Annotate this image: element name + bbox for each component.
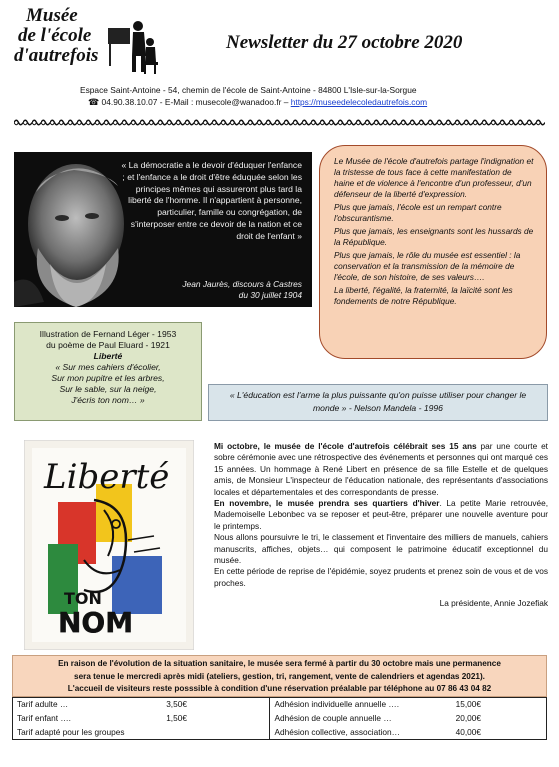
article-p1-rest: par une courte et sobre cérémonie avec une rétrospective des événements et personnes qui ont marqué ces 15 années. Un hommage à René Libert en présence de sa fille Estelle et de quelques amis, de Monsieur L'inspecteur de l'éducation nationale, des représentants d'associations locales et départementales et des correspondants de presse.: [214, 441, 548, 497]
adhesion-label: Adhésion collective, association…: [270, 726, 452, 740]
statement-paragraph-1: Le Musée de l'école d'autrefois partage l'indignation et la tristesse de tous face à cette manifestation de haine et de violence à l'encontre d'un professeur, d'un défenseur de la liberté d'expression.: [334, 156, 534, 199]
leger-caption-box: [14, 322, 202, 421]
tarif-price: [162, 726, 270, 740]
poster-word-liberte: Liberté: [44, 457, 170, 497]
decorative-border-divider: [14, 118, 545, 127]
article-p1-bold: Mi octobre, le musée de l'école d'autrefois célébrait ses 15 ans: [214, 441, 477, 451]
poster-word-nom: NOM: [58, 606, 134, 639]
email-text: E-Mail : musecole@wanadoo.fr –: [164, 97, 291, 107]
poem-line-4: J'écris ton nom… »: [71, 395, 145, 405]
newsletter-title: Newsletter du 27 octobre 2020: [226, 32, 463, 53]
jaures-quote-author: [142, 279, 302, 301]
article-paragraph-2: [214, 498, 548, 532]
notice-line-3: L'accueil de visiteurs reste posssible à condition d'une réservation préalable par téléphone au 07 86 43 04 82: [67, 684, 492, 694]
article-signature: La présidente, Annie Jozefiak: [439, 598, 548, 609]
statement-paragraph-5: La liberté, l'égalité, la fraternité, la laïcité sont les fondements de notre République.: [334, 285, 513, 306]
website-link[interactable]: https://museedelecoledautrefois.com: [290, 97, 428, 107]
contact-line: ☎ 04.90.38.10.07 - E-Mail : musecole@wanadoo.fr – https://museedelecoledautrefois.com: [88, 97, 428, 107]
logo-text: [14, 6, 98, 66]
leger-caption-line-1: Illustration de Fernand Léger - 1953: [39, 329, 177, 339]
leger-caption-line-2: du poème de Paul Eluard - 1921: [46, 340, 170, 350]
poem-line-2: Sur mon pupitre et les arbres,: [51, 373, 165, 383]
logo-line-2: de l'école: [18, 25, 92, 46]
liberte-poster-image: [24, 440, 194, 650]
statement-paragraph-4: Plus que jamais, le rôle du musée est essentiel : la conservation et la transmission de la mémoire de l'école, de son histoire, de ses valeurs….: [334, 250, 521, 282]
statement-paragraph-2: Plus que jamais, l'école est un rempart contre l'obscurantisme.: [334, 202, 502, 223]
mandela-quote-text: « L'éducation est l'arme la plus puissante qu'on puisse utiliser pour changer le monde » - Nelson Mandela - 1996: [229, 390, 527, 413]
article-p2-bold: En novembre, le musée prendra ses quartiers d'hiver: [214, 498, 440, 509]
adhesion-price: 20,00€: [452, 712, 547, 726]
tarif-row: [13, 712, 547, 726]
adhesion-price: 15,00€: [452, 698, 547, 712]
article-paragraph-3: Nous allons poursuivre le tri, le classement et l'inventaire des milliers de manuels, cahiers manuscrits, affiches, objets… qui composent le patrimoine éducatif exceptionnel du musée.: [214, 532, 548, 566]
logo-line-3: d'autrefois: [14, 45, 99, 66]
mandela-quote-box: [208, 384, 548, 421]
article-paragraph-1: [214, 441, 548, 498]
postal-address: Espace Saint-Antoine - 54, chemin de l'école de Saint-Antoine - 84800 L'Isle-sur-la-Sorgue: [80, 85, 417, 95]
tarifs-table: [12, 697, 547, 741]
tarif-price: 3,50€: [162, 698, 270, 712]
teacher-pupil-silhouette-icon: [108, 16, 158, 76]
tarif-label: Tarif enfant ….: [13, 712, 163, 726]
logo-line-1: Musée: [26, 5, 78, 26]
jaures-quote-panel: [14, 152, 312, 307]
notice-line-2: sera tenue le mercredi après midi (ateliers, gestion, tri, rangement, vente de calendriers et agendas 2021).: [74, 671, 485, 681]
tarif-row: [13, 698, 547, 712]
tarif-label: Tarif adulte …: [13, 698, 163, 712]
quote-author-line-1: Jean Jaurès, discours à Castres: [182, 279, 302, 289]
tarif-row: [13, 726, 547, 740]
tarif-price: 1,50€: [162, 712, 270, 726]
poem-title: Liberté: [93, 351, 123, 361]
main-article: [214, 441, 548, 610]
museum-logo: [14, 6, 164, 80]
telephone-icon: ☎: [88, 97, 100, 107]
jaures-quote-text: « La démocratie a le devoir d'éduquer l'enfance ; et l'enfance a le droit d'être éduquée selon les principes mêmes qui assureront plus tard la liberté de l'homme. Il n'appartient à personne, particulier, famille ou congrégation, de s'interposer entre ce devoir de la nation et ce droit de l'enfant »: [121, 160, 302, 241]
museum-statement-box: [319, 145, 547, 359]
tarif-label: Tarif adapté pour les groupes: [13, 726, 163, 740]
adhesion-label: Adhésion individuelle annuelle ….: [270, 698, 452, 712]
poster-word-ton: TON: [64, 589, 102, 608]
closure-notice: [12, 655, 547, 697]
article-paragraph-4: En cette période de reprise de l'épidémie, soyez prudents et prenez soin de vous et de vos proches.: [214, 566, 548, 588]
contact-block: [80, 84, 550, 108]
notice-line-1: En raison de l'évolution de la situation sanitaire, le musée sera fermé à partir du 30 octobre mais une permanence: [58, 659, 501, 668]
article-p2-rest: . La petite Marie retrouvée, Mademoiselle Lebonbec va se reposer et peut-être, préparer une nouvelle aventure pour le printemps.: [214, 498, 548, 531]
poem-line-1: « Sur mes cahiers d'écolier,: [55, 362, 161, 372]
adhesion-price: 40,00€: [452, 726, 547, 740]
poem-line-3: Sur le sable, sur la neige,: [59, 384, 157, 394]
statement-paragraph-3: Plus que jamais, les enseignants sont les hussards de la République.: [334, 226, 534, 247]
phone-number: 04.90.38.10.07: [101, 97, 158, 107]
quote-author-line-2: du 30 juillet 1904: [238, 290, 302, 300]
adhesion-label: Adhésion de couple annuelle …: [270, 712, 452, 726]
